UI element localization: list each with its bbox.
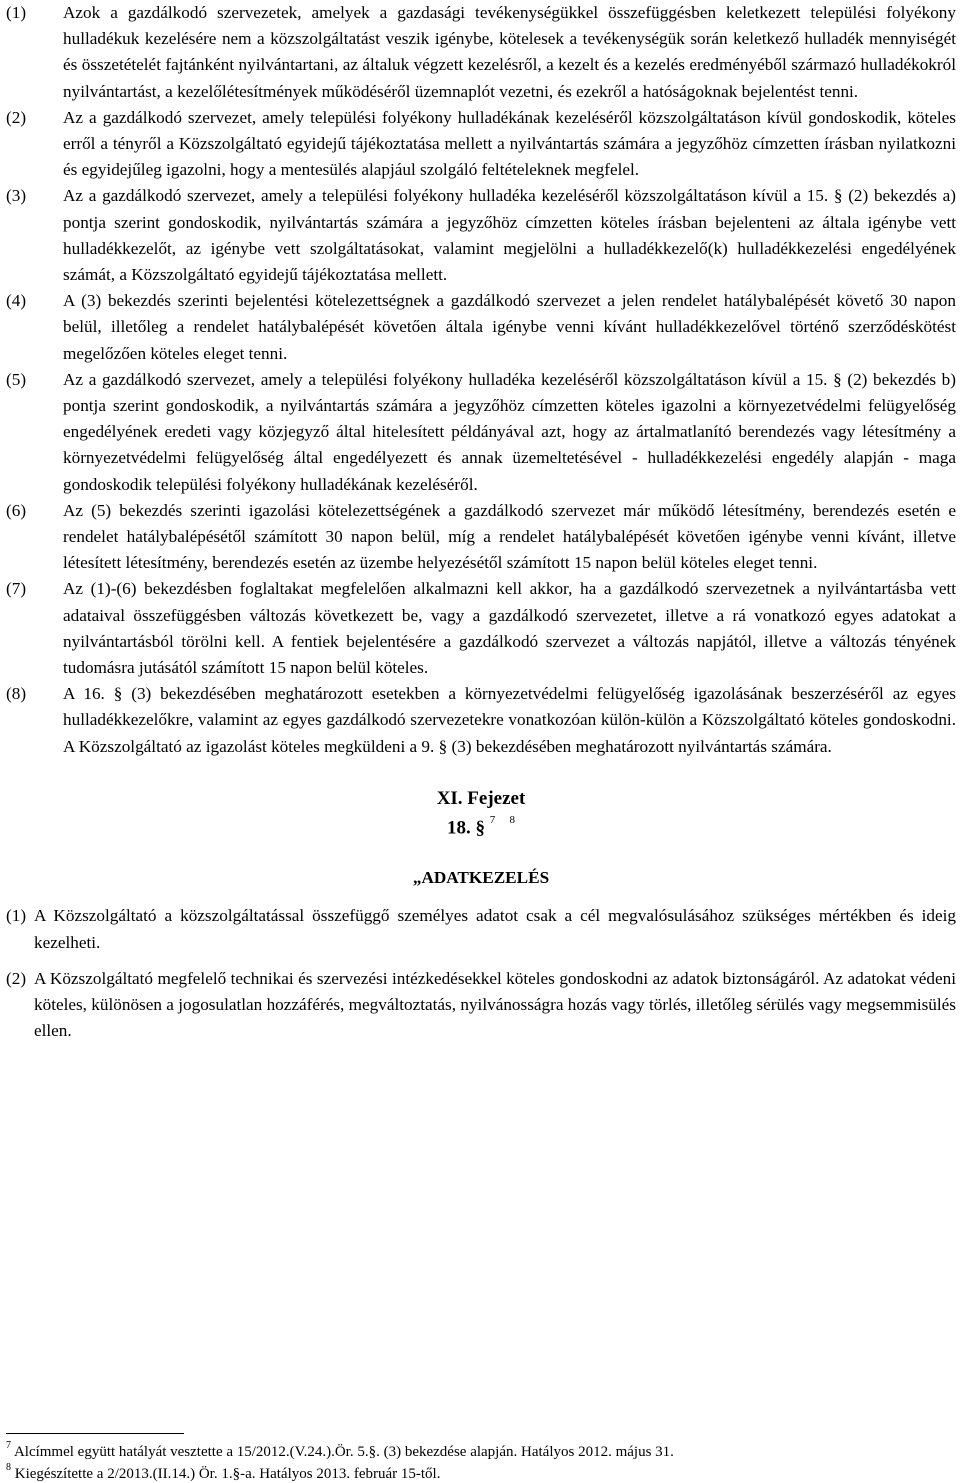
paragraph-8 [6,681,956,760]
paragraph-number: (8) [6,684,27,704]
footnote-text: Kiegészítette a 2/2013.(II.14.) Ör. 1.§-a. Hatályos 2013. február 15-től. [14,1466,441,1482]
paragraph-text: A Közszolgáltató megfelelő technikai és szervezési intézkedésekkel köteles gondoskodni az adatok biztonságáról. Az adatokat védeni köteles, különösen a jogosulatlan hozzáférés, megváltoztatás, nyilvánosságra hozás vagy törlés, illetőleg sérülés vagy megsemmisülés ellen. [34,968,956,1041]
chapter-title: XI. Fejezet [436,787,526,809]
section-paragraph-1 [6,903,956,955]
paragraph-number: (2) [6,107,27,127]
footnote-8 [6,1461,956,1483]
chapter-heading [6,786,956,840]
footnote-mark: 8 [6,1462,11,1473]
paragraph-number: (1) [6,906,27,926]
paragraph-text: Az (5) bekezdés szerinti igazolási kötelezettségének a gazdálkodó szervezet már működő létesítmény, berendezés esetén e rendelet hatálybalépésétől számított 30 napon belül, míg a rendelet hatálybalépését követően igénybe venni kívánt, illetve létesített létesítmény, berendezés esetén az üzembe helyezésétől számított 15 napon belül köteles eleget tenni. [63,500,956,573]
paragraph-text: Az a gazdálkodó szervezet, amely települési folyékony hulladékának kezeléséről közszolgáltatáson kívül gondoskodik, köteles erről a tényről a Közszolgáltató egyidejű tájékoztatása mellett a nyilvántartás számára a jegyzőhöz címzetten írásban nyilatkozni és egyidejűleg igazolni, hogy a mentesülés alapjául szolgáló feltételeknek megfelel. [63,107,956,180]
footnote-separator [6,1433,184,1434]
paragraph-2 [6,105,956,184]
section-paragraph-2 [6,966,956,1045]
paragraph-number: (1) [6,3,27,22]
paragraph-6 [6,498,956,577]
paragraph-5 [6,367,956,498]
paragraph-text: Azok a gazdálkodó szervezetek, amelyek a gazdasági tevékenységükkel összefüggésben keletkezett települési folyékony hulladékuk kezelésére nem a közszolgáltatást veszik igénybe, kötelesek a tevékenységük során keletkező hulladék mennyiségét és összetételét fajtánként nyilvántartani, az általuk végzett kezelésről, a kezelt és a kezelés eredményéből származó hulladékokról nyilvántartást, a kezelőlétesítmények működéséről üzemnaplót vezetni, és ezekről a hatóságoknak bejelentést tenni. [63,3,956,101]
paragraph-text: Az a gazdálkodó szervezet, amely a települési folyékony hulladéka kezeléséről közszolgáltatáson kívül a 15. § (2) bekezdés a) pontja szerint gondoskodik, nyilvántartás számára a jegyzőhöz címzetten köteles írásban bejelenteni az általa igénybe vett hulladékkezelőt, az igénybe vett szolgáltatásokat, valamint megjelölni a hulladékkezelő(k) hulladékkezelési engedélyének számát, a Közszolgáltató egyidejű tájékoztatása mellett. [63,186,956,285]
paragraph-number: (7) [6,579,27,599]
section-number [6,811,956,840]
section-paragraph-list [6,903,956,1044]
paragraph-3 [6,183,956,288]
paragraph-text: A Közszolgáltató a közszolgáltatással összefüggő személyes adatot csak a cél megvalósulásához szükséges mértékben és ideig kezelheti. [34,906,956,952]
paragraph-number: (4) [6,291,27,311]
footnotes [6,1439,956,1483]
footnote-text: Alcímmel együtt hatályát vesztette a 15/2012.(V.24.).Ör. 5.§. (3) bekezdése alapján. Hatályos 2012. május 31. [13,1444,674,1460]
footnote-7 [6,1439,956,1461]
section-label: 18. § [447,817,485,839]
paragraph-4 [6,288,956,367]
section-heading: „ADATKEZELÉS [412,868,550,888]
paragraph-number: (5) [6,369,27,389]
paragraph-number: (2) [6,968,27,988]
paragraph-1 [6,0,956,105]
footnote-ref-7[interactable]: 7 [489,813,496,826]
paragraph-number: (3) [6,186,27,206]
paragraph-list [6,0,956,760]
footnote-ref-8[interactable]: 8 [509,813,515,826]
footnote-mark: 7 [6,1440,11,1451]
paragraph-text: Az (1)-(6) bekezdésben foglaltakat megfelelően alkalmazni kell akkor, ha a gazdálkodó szervezetnek a nyilvántartásba vett adataival összefüggésben változás következett be, vagy a gazdálkodó szervezetet, illetve a rá vonatkozó egyes adatokat a nyilvántartásból törölni kell. A fentiek bejelentésére a gazdálkodó szervezet a változás napjától, illetve a változás tényének tudomásra jutásától számított 15 napon belül köteles. [63,579,956,678]
paragraph-text: Az a gazdálkodó szervezet, amely a települési folyékony hulladéka kezeléséről közszolgáltatáson kívül a 15. § (2) bekezdés b) pontja szerint gondoskodik, a nyilvántartás számára a jegyzőhöz címzetten köteles igazolni a környezetvédelmi felügyelőség engedélyének eredeti vagy közjegyző által hitelesített példányával azt, hogy az ártalmatlanító berendezés vagy létesítmény a környezetvédelmi felügyelőség által engedélyezett és annak üzemeltetésével - hulladékkezelési engedély alapján - maga gondoskodik települési folyékony hulladékának kezeléséről. [63,369,956,494]
paragraph-text: A (3) bekezdés szerinti bejelentési kötelezettségnek a gazdálkodó szervezet a jelen rendelet hatálybalépését követő 30 napon belül, illetőleg a rendelet hatálybalépését követően általa igénybe venni kívánt hulladékkezelővel történő szerződéskötést megelőzően köteles eleget tenni. [63,291,956,363]
document-page [6,0,956,1044]
paragraph-7 [6,576,956,681]
paragraph-text: A 16. § (3) bekezdésében meghatározott esetekben a környezetvédelmi felügyelőség igazolásának beszerzéséről az egyes hulladékkezelőkre, valamint az egyes gazdálkodó szervezetekre vonatkozóan külön-külön a Közszolgáltató köteles gondoskodni. A Közszolgáltató az igazolást köteles megküldeni a 9. § (3) bekezdésében meghatározott nyilvántartás számára. [63,684,956,756]
paragraph-number: (6) [6,500,27,520]
